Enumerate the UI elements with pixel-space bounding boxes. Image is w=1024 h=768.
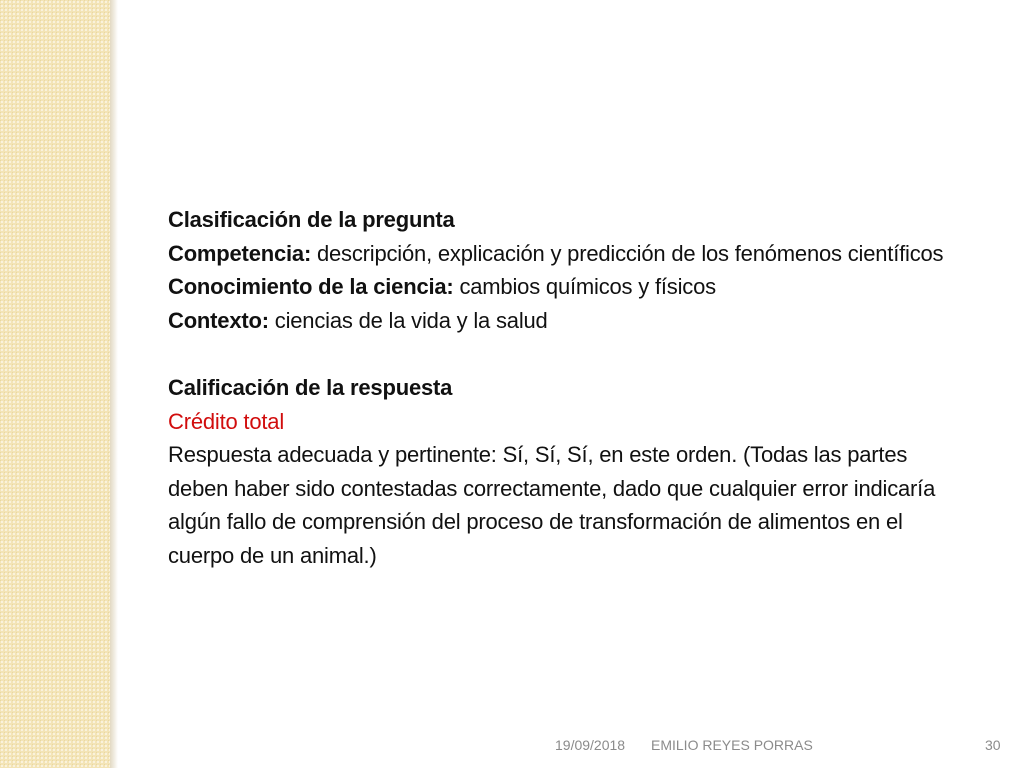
scoring-heading: Calificación de la respuesta: [168, 375, 453, 400]
footer-page-number: 30: [985, 737, 1001, 753]
credit-label: Crédito total: [168, 408, 285, 434]
conocimiento-line: [168, 270, 958, 304]
conocimiento-value: cambios químicos y físicos: [453, 274, 716, 299]
competencia-line: [168, 237, 958, 271]
side-band-shadow: [110, 0, 118, 768]
footer-date: 19/09/2018: [555, 737, 626, 753]
competencia-value: descripción, explicación y predicción de los fenómenos científicos: [311, 240, 944, 266]
contexto-label: Contexto:: [168, 307, 269, 333]
credit-description: Respuesta adecuada y pertinente: Sí, Sí, Sí, en este orden. (Todas las partes deben haber sido contestadas correctamente, dado que cualquier error indicaría algún fallo de comprensión del proceso de transformación de alimentos en el cuerpo de un animal.): [168, 442, 936, 568]
section-spacer: [168, 337, 958, 371]
contexto-value: ciencias de la vida y la salud: [268, 307, 548, 333]
conocimiento-label: Conocimiento de la ciencia:: [168, 274, 454, 299]
decorative-side-band: [0, 0, 110, 768]
classification-heading: Clasificación de la pregunta: [168, 207, 455, 232]
competencia-label: Competencia:: [168, 240, 312, 266]
footer-author: EMILIO REYES PORRAS: [651, 737, 813, 753]
slide-body: [168, 203, 958, 572]
contexto-line: [168, 304, 958, 338]
